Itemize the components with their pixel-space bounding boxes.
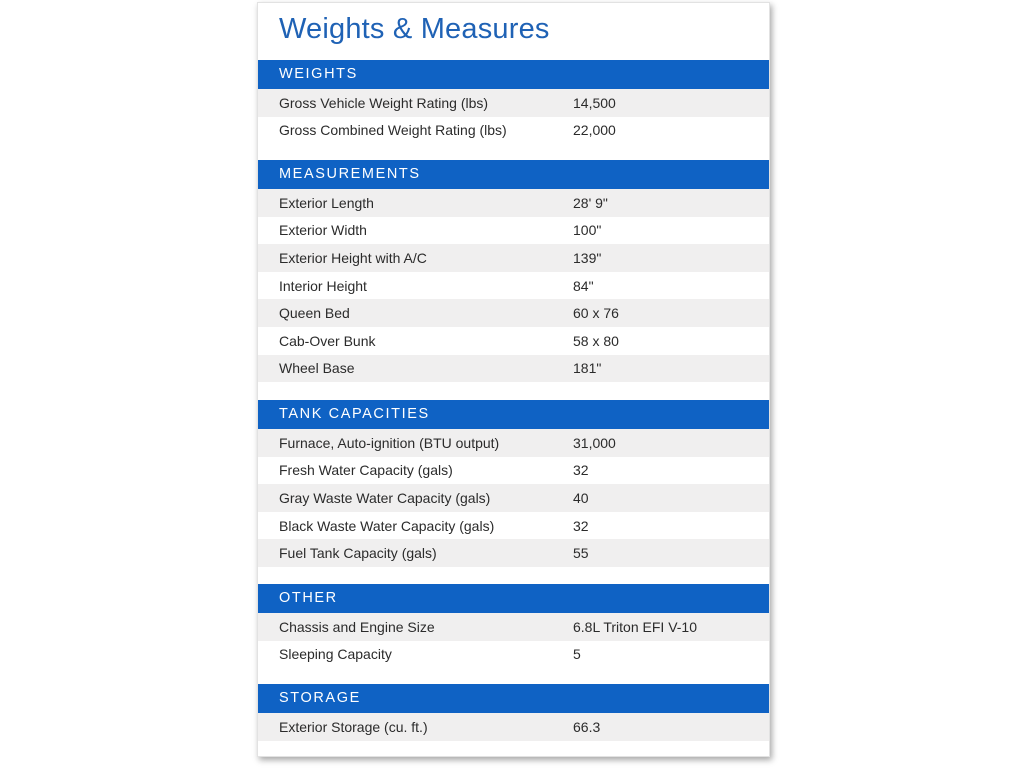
spec-row <box>258 89 770 117</box>
section-header: WEIGHTS <box>258 60 770 89</box>
spec-value: 28' 9" <box>573 194 608 211</box>
rows <box>258 713 770 741</box>
section-weights <box>258 60 770 144</box>
spec-row <box>258 539 770 567</box>
spec-value: 58 x 80 <box>573 332 619 349</box>
section-header: STORAGE <box>258 684 770 713</box>
spec-label: Queen Bed <box>279 305 350 322</box>
spec-value: 100" <box>573 222 602 239</box>
specs-card <box>257 2 770 757</box>
rows <box>258 89 770 144</box>
spec-label: Gross Combined Weight Rating (lbs) <box>279 122 507 139</box>
spec-row <box>258 641 770 669</box>
spec-row <box>258 512 770 540</box>
spec-value: 60 x 76 <box>573 305 619 322</box>
spec-row <box>258 244 770 272</box>
spec-row <box>258 484 770 512</box>
spec-label: Exterior Storage (cu. ft.) <box>279 718 428 735</box>
section-header: TANK CAPACITIES <box>258 400 770 429</box>
spec-row <box>258 613 770 641</box>
spec-label: Exterior Height with A/C <box>279 249 427 266</box>
spec-label: Sleeping Capacity <box>279 646 392 663</box>
spec-value: 32 <box>573 462 589 479</box>
spec-row <box>258 189 770 217</box>
spec-label: Cab-Over Bunk <box>279 332 376 349</box>
section-header: MEASUREMENTS <box>258 160 770 189</box>
spec-row <box>258 217 770 245</box>
spec-row <box>258 299 770 327</box>
spec-value: 40 <box>573 489 589 506</box>
spec-label: Interior Height <box>279 277 367 294</box>
spec-label: Chassis and Engine Size <box>279 618 435 635</box>
section-header: OTHER <box>258 584 770 613</box>
spec-row <box>258 117 770 145</box>
section-other <box>258 584 770 668</box>
spec-value: 181" <box>573 360 602 377</box>
rows <box>258 189 770 382</box>
spec-label: Fuel Tank Capacity (gals) <box>279 545 437 562</box>
spec-value: 5 <box>573 646 581 663</box>
spec-row <box>258 713 770 741</box>
spec-row <box>258 272 770 300</box>
spec-value: 84" <box>573 277 594 294</box>
spec-label: Fresh Water Capacity (gals) <box>279 462 453 479</box>
spec-label: Black Waste Water Capacity (gals) <box>279 517 495 534</box>
section-storage <box>258 684 770 741</box>
spec-label: Exterior Length <box>279 194 374 211</box>
page-title: Weights & Measures <box>279 13 550 45</box>
rows <box>258 429 770 567</box>
spec-label: Furnace, Auto-ignition (BTU output) <box>279 434 500 451</box>
spec-label: Wheel Base <box>279 360 355 377</box>
spec-value: 6.8L Triton EFI V-10 <box>573 618 697 635</box>
section-measurements <box>258 160 770 382</box>
spec-value: 22,000 <box>573 122 616 139</box>
spec-label: Exterior Width <box>279 222 367 239</box>
spec-label: Gross Vehicle Weight Rating (lbs) <box>279 94 489 111</box>
spec-row <box>258 355 770 383</box>
spec-value: 32 <box>573 517 589 534</box>
spec-value: 139" <box>573 249 602 266</box>
spec-row <box>258 327 770 355</box>
spec-value: 31,000 <box>573 434 616 451</box>
spec-value: 14,500 <box>573 94 616 111</box>
section-tank-capacities <box>258 400 770 567</box>
spec-value: 55 <box>573 545 589 562</box>
spec-value: 66.3 <box>573 718 601 735</box>
spec-row <box>258 457 770 485</box>
rows <box>258 613 770 668</box>
spec-label: Gray Waste Water Capacity (gals) <box>279 489 491 506</box>
spec-row <box>258 429 770 457</box>
